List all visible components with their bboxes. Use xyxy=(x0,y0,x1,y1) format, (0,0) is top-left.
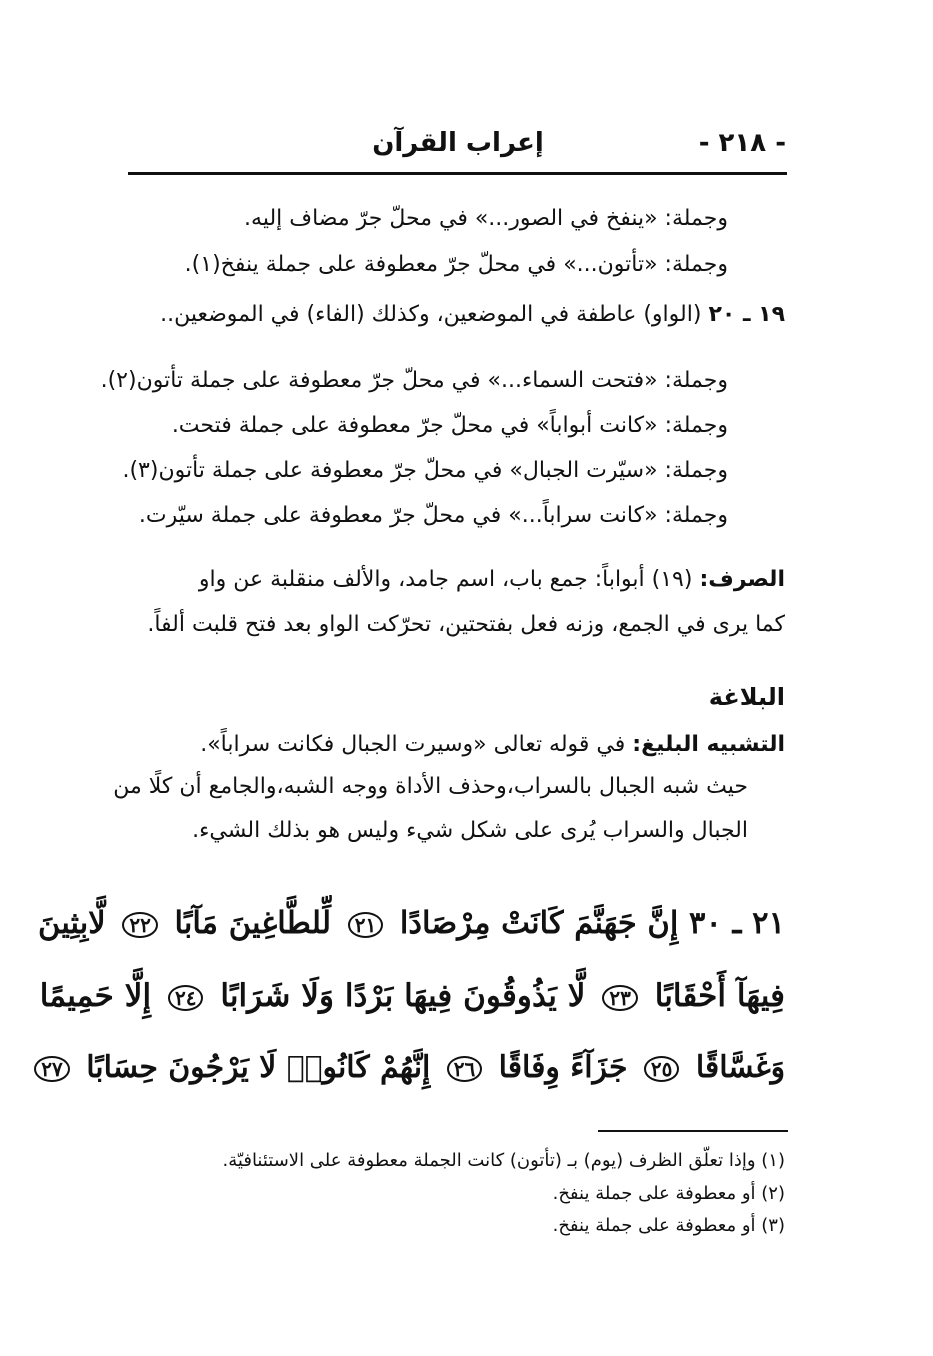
footnote-2: (٢) أو معطوفة على جملة ينفخ. xyxy=(552,1183,785,1204)
page-number: - ٢١٨ - xyxy=(698,128,786,158)
balagha-heading: البلاغة xyxy=(708,683,785,711)
balagha-line-1 xyxy=(200,732,785,758)
verse-number-marker: ٢١ xyxy=(348,912,383,938)
verse-text: إِنَّ جَهَنَّمَ كَانَتْ مِرْصَادًا xyxy=(399,905,679,941)
header-divider xyxy=(128,172,787,175)
text-line: وجملة: «فتحت السماء...» في محلّ جرّ معطوفة على جملة تأتون(٢). xyxy=(100,368,728,393)
verse-text: لَّابِثِينَ xyxy=(38,905,106,941)
text-line: وجملة: «كانت أبواباً» في محلّ جرّ معطوفة على جملة فتحت. xyxy=(171,413,728,438)
verse-text: فِيهَآ أَحْقَابًا xyxy=(654,978,785,1014)
balagha-line-3: الجبال والسراب يُرى على شكل شيء وليس هو بذلك الشيء. xyxy=(192,818,748,843)
text-line: وجملة: «كانت سراباً...» في محلّ جرّ معطوفة على جملة سيّرت. xyxy=(138,503,728,528)
verse-range-text: (الواو) عاطفة في الموضعين، وكذلك (الفاء) في الموضعين.. xyxy=(160,302,702,327)
sarf-text: (١٩) أبواباً: جمع باب، اسم جامد، والألف منقلبة عن واو xyxy=(198,567,693,592)
verse-number-marker: ٢٣ xyxy=(602,985,637,1011)
verse-text: إِلَّا حَمِيمًا xyxy=(39,978,152,1014)
footnote-1: (١) وإذا تعلّق الظرف (يوم) بـ (تأتون) كانت الجملة معطوفة على الاستئنافيّة. xyxy=(222,1150,785,1171)
verse-text: جَزَآءً وِفَاقًا xyxy=(498,1050,628,1085)
quran-verse-line-2 xyxy=(40,978,785,1014)
verse-number-marker: ٢٥ xyxy=(644,1056,679,1082)
verse-range: ١٩ ـ ٢٠ xyxy=(708,302,785,327)
text-line: وجملة: «تأتون...» في محلّ جرّ معطوفة على جملة ينفخ(١). xyxy=(184,252,728,277)
footnote-3: (٣) أو معطوفة على جملة ينفخ. xyxy=(552,1215,785,1236)
balagha-label: التشبيه البليغ: xyxy=(632,732,785,757)
sarf-line-2: كما يرى في الجمع، وزنه فعل بفتحتين، تحرّكت الواو بعد فتح قلبت ألفاً. xyxy=(147,612,785,637)
quran-verse-line-3 xyxy=(28,1050,785,1085)
verse-reference-line xyxy=(160,302,785,328)
footnote-divider xyxy=(598,1130,788,1132)
verse-number-marker: ٢٧ xyxy=(34,1056,69,1082)
verse-number-marker: ٢٢ xyxy=(122,912,157,938)
book-title: إعراب القرآن xyxy=(372,128,544,158)
text-line: وجملة: «سيّرت الجبال» في محلّ جرّ معطوفة على جملة تأتون(٣). xyxy=(122,458,728,483)
verse-number-marker: ٢٤ xyxy=(168,985,203,1011)
balagha-text: في قوله تعالى «وسيرت الجبال فكانت سراباً». xyxy=(200,732,626,757)
sarf-line-1 xyxy=(199,567,785,593)
verse-number-marker: ٢٦ xyxy=(447,1056,482,1082)
balagha-line-2: حيث شبه الجبال بالسراب،وحذف الأداة ووجه الشبه،والجامع أن كلًا من xyxy=(113,774,748,799)
verse-text: لَّا يَذُوقُونَ فِيهَا بَرْدًا وَلَا شَرَابًا xyxy=(220,978,586,1014)
verse-text: إِنَّهُمْ كَانُوا۟ لَا يَرْجُونَ حِسَابًا xyxy=(86,1050,431,1085)
verse-range-label: ٢١ ـ ٣٠ xyxy=(689,905,785,941)
verse-text: لِّلطَّاغِينَ مَآبًا xyxy=(174,905,332,941)
verse-text: وَغَسَّاقًا xyxy=(695,1050,785,1085)
text-line: وجملة: «ينفخ في الصور...» في محلّ جرّ مضاف إليه. xyxy=(244,206,728,231)
quran-verse-line-1 xyxy=(38,905,785,941)
sarf-label: الصرف: xyxy=(699,567,785,592)
page-header xyxy=(130,128,786,168)
